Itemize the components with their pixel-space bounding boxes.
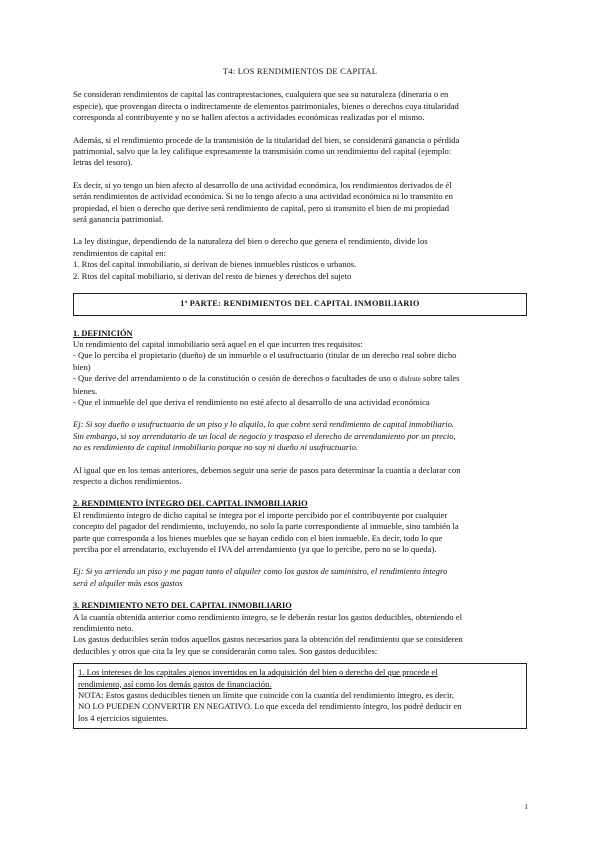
text-line: parte que corresponda a los bienes muebles que se hayan cedido con el bien inmueble. Es decir, todo lo que [73,532,443,543]
list-item: 1. Rtos del capital inmobiliario, si derivan de bienes inmuebles rústicos o urbanos. [73,259,357,270]
text-line: letras del tesoro). [73,157,133,168]
text-line: será ganancia patrimonial. [73,214,164,225]
text-line: corresponda al contribuyente y no se hallen afectos a actividades económicas realizadas por el mismo. [73,112,425,123]
text-line: rendimiento, así como los demás gastos de financiación. [78,678,272,689]
text-line: Además, si el rendimiento procede de la transmisión de la titularidad del bien, se considerará ganancia o pérdida [73,134,460,145]
example-block [73,419,527,453]
text-line: 1. Los intereses de los capitales ajenos invertidos en la adquisición del bien o derecho del que procede el [78,667,438,678]
section-definition [73,328,527,409]
list-item: 2. Rtos del capital mobiliario, si derivan del resto de bienes y derechos del sujeto [73,270,352,281]
text-line: los 4 ejercicios siguientes. [78,712,169,723]
text-line: rendimiento neto. [73,623,134,634]
text-line: NO LO PUEDEN CONVERTIR EN NEGATIVO. Lo que exceda del rendimiento íntegro, los podré deducir en [78,701,462,712]
paragraph-transmission [73,135,527,169]
part-heading: 1ª PARTE: RENDIMIENTOS DEL CAPITAL INMOBILIARIO [73,293,527,315]
paragraph-example-explanation [73,180,527,226]
text-line: propiedad, el bien o derecho que derive será rendimiento de capital, pero si transmito el bien de mi propiedad [73,202,450,213]
example-block [73,566,527,589]
text-line: concepto del pagador del rendimiento, incluyendo, no solo la parte correspondiente al inmueble, sino también la [73,521,459,532]
section-heading: 3. RENDIMIENTO NETO DEL CAPITAL INMOBILIARIO [73,601,292,611]
text-line: perciba por el arrendatario, excluyendo el IVA del arrendamiento (ya que lo percibe, pero no se lo queda). [73,544,437,554]
text-fragment: disfrute [399,375,421,384]
text-line: deducibles y otros que cita la ley que se considerarán como tales. Son gastos deducibles: [73,645,378,656]
text-line: será el alquiler más esos gastos [73,577,183,588]
text-line: Se consideran rendimientos de capital las contraprestaciones, cualquiera que sea su naturaleza (dineraria o en [73,89,449,100]
text-line: especie), que provengan directa o indirectamente de elementos patrimoniales, bienes o derechos cuya titularidad [73,100,459,111]
text-line: bienes. [73,385,98,396]
text-line: no es rendimiento de capital inmobiliario porque no soy ni dueño ni usufructuario. [73,442,359,453]
text-line: Sin embargo, si soy arrendatario de un local de negocio y traspaso el derecho de arrendamiento por un precio, [73,430,456,441]
text-line: NOTA: Estos gastos deducibles tienen un límite que coincide con la cuantía del rendimiento íntegro, es decir, [78,690,455,701]
text-line: Al igual que en los temas anteriores, debemos seguir una serie de pasos para determinar la cuantía a declarar con [73,464,461,475]
text-line: patrimonial, salvo que la ley califique expresamente la transmisión como un rendimiento del capital (ejemplo: [73,146,452,157]
section-heading: 2. RENDIMIENTO ÍNTEGRO DEL CAPITAL INMOBILIARIO [73,499,308,509]
paragraph-classification [73,236,527,282]
text-line: bien) [73,361,91,372]
paragraph-intro [73,89,527,123]
text-line: Ej: Si soy dueño o usufructuario de un piso y lo alquilo, lo que cobre será rendimiento de capital inmobiliario. [73,419,455,430]
text-fragment: sobre tales [420,373,460,384]
text-line: La ley distingue, dependiendo de la naturaleza del bien o derecho que genera el rendimiento, divide los [73,236,428,247]
section-net-income [73,600,527,657]
text-line: - Que lo perciba el propietario (dueño) de un inmueble o el usufructuario (titular de un derecho real sobre dicho [73,350,457,361]
text-line: respecto a dichos rendimientos. [73,475,182,486]
text-line: El rendimiento íntegro de dicho capital se integra por el importe percibido por el contribuyente por cualquier [73,509,448,520]
section-gross-income [73,498,527,555]
text-fragment: - Que derive del arrendamiento o de la constitución o cesión de derechos o facultades de uso o [73,373,400,384]
text-line: A la cuantía obtenida anterior como rendimiento íntegro, se le deberán restar los gastos deducibles, obteniendo el [73,611,462,622]
document-page [73,66,527,729]
text-line: Es decir, si yo tengo un bien afecto al desarrollo de una actividad económica, los rendimientos derivados de él [73,179,452,190]
text-line: Un rendimiento del capital inmobiliario será aquel en el que incurren tres requisitos: [73,338,363,349]
document-title: T4: LOS RENDIMIENTOS DE CAPITAL [222,66,378,76]
text-line [73,373,527,385]
section-heading: 1. DEFINICIÓN [73,328,133,338]
deductible-note-box [73,663,527,729]
text-line: Ej: Si yo arriendo un piso y me pagan tanto el alquiler como los gastos de suministro, el rendimiento íntegro [73,566,448,577]
text-line: serán rendimientos de actividad económica. Si no lo tengo afecto a una actividad económica ni lo transmito en [73,191,453,202]
page-number: 1 [524,802,528,811]
text-line: - Que el inmueble del que deriva el rendimiento no esté afecto al desarrollo de una actividad económica [73,396,430,407]
text-line: Los gastos deducibles serán todos aquellos gastos necesarios para la obtención del rendimiento que se consideren [73,634,463,645]
text-line: rendimientos de capital en: [73,247,166,258]
paragraph-steps [73,465,527,488]
